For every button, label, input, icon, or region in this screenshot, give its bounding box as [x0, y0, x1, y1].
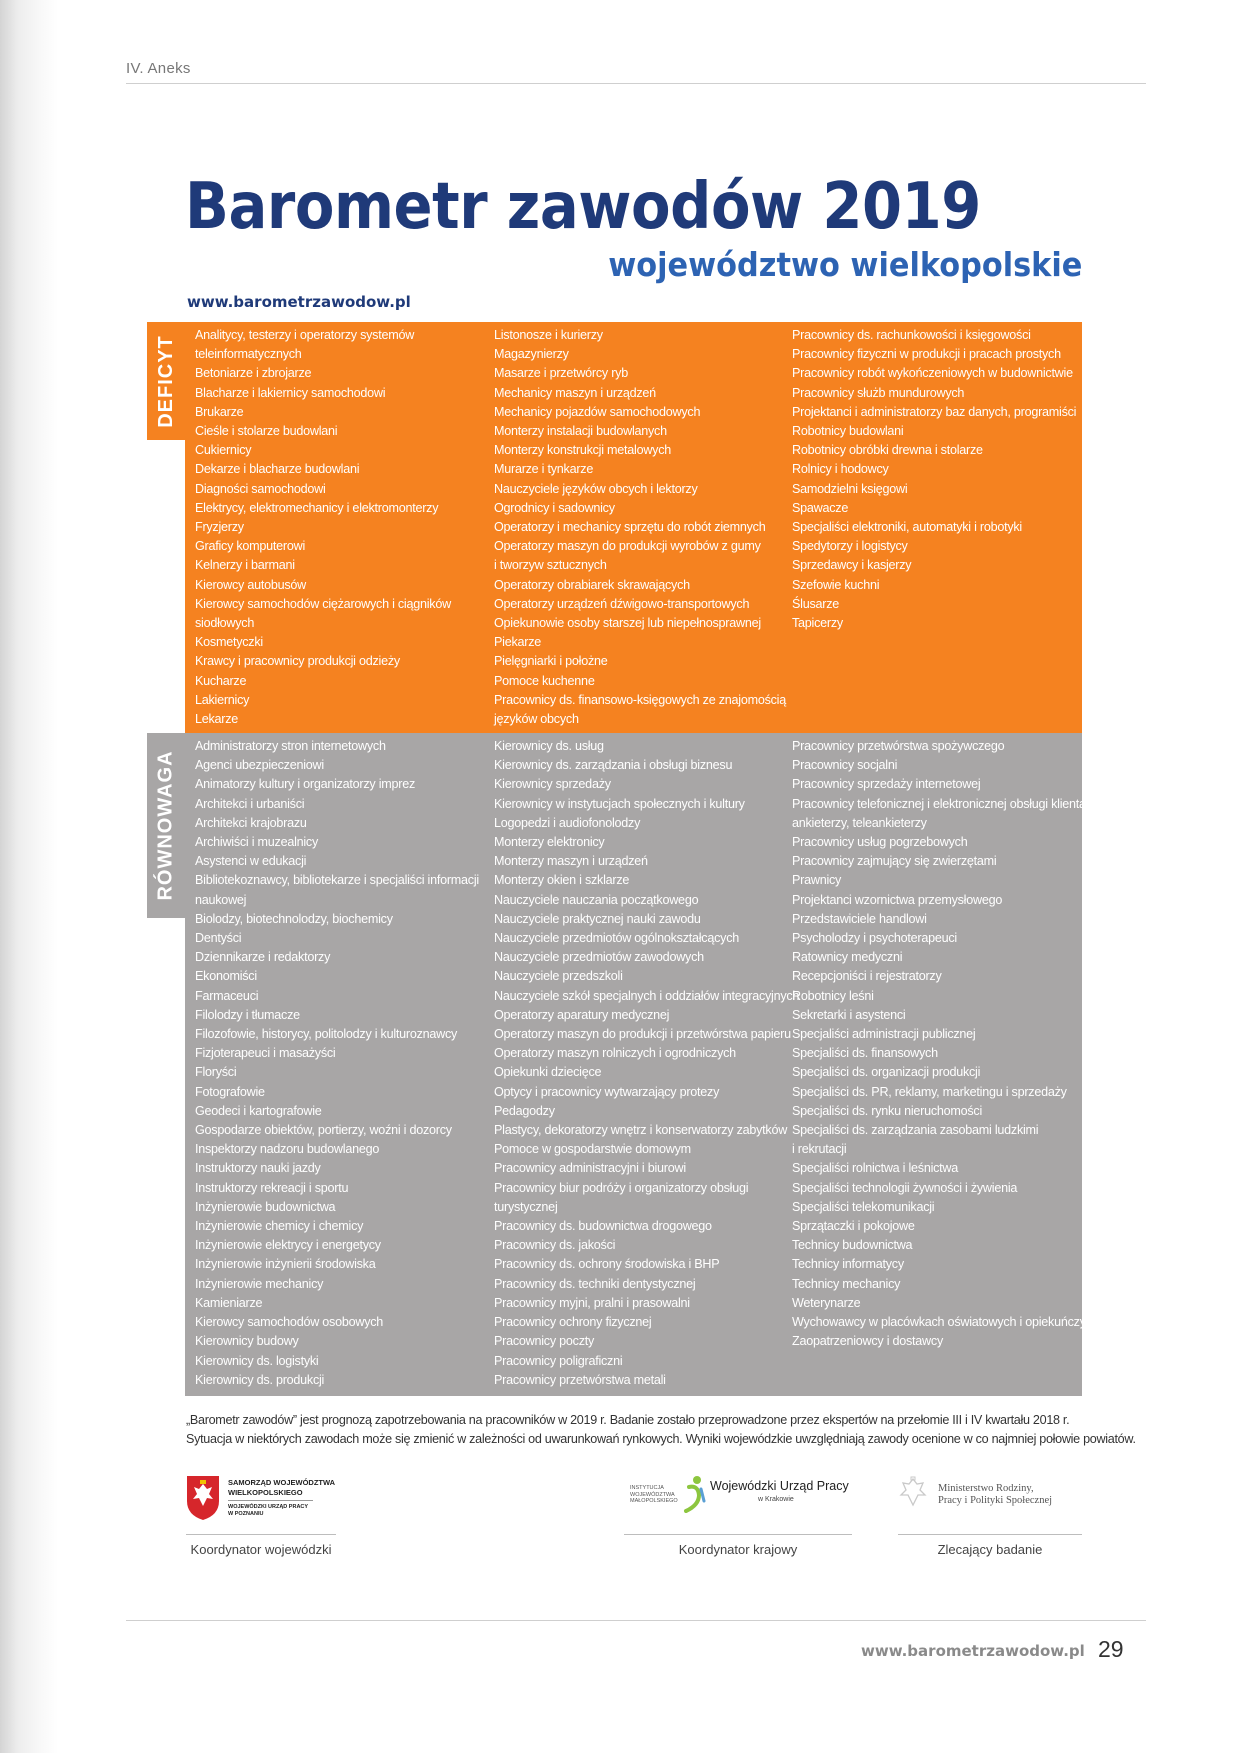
coat-of-arms-icon: [186, 1475, 220, 1521]
occupation-item: Pracownicy robót wykończeniowych w budownictwie: [792, 366, 1073, 381]
occupation-item: Przedstawiciele handlowi: [792, 911, 927, 926]
occupation-item: Pracownicy zajmujący się zwierzętami: [792, 854, 997, 869]
occupation-item: Mechanicy maszyn i urządzeń: [494, 385, 656, 400]
occupation-item: Murarze i tynkarze: [494, 462, 594, 477]
occupation-item: Kierowcy samochodów osobowych: [195, 1315, 384, 1330]
occupation-item: Operatorzy maszyn rolniczych i ogrodniczych: [494, 1046, 736, 1061]
occupation-item: Pedagodzy: [494, 1103, 555, 1118]
book-spine-shadow: [0, 0, 58, 1753]
occupation-item: Diagności samochodowi: [195, 481, 326, 496]
occupation-item: Pracownicy ds. rachunkowości i księgowości: [792, 328, 1031, 342]
occupation-item: Recepcjoniści i rejestratorzy: [792, 969, 942, 984]
occupation-item: Operatorzy maszyn do produkcji wyrobów z gumy: [494, 539, 761, 554]
occupation-item: Specjaliści administracji publicznej: [792, 1027, 976, 1042]
page-number: 29: [1098, 1636, 1124, 1662]
occupation-item: Specjaliści telekomunikacji: [792, 1199, 935, 1214]
occupation-item: Pracownicy ds. techniki dentystycznej: [494, 1276, 696, 1291]
occupation-item: Archiwiści i muzealnicy: [195, 835, 319, 850]
occupation-item: turystycznej: [494, 1199, 558, 1214]
occupation-item: Pracownicy ds. budownictwa drogowego: [494, 1219, 712, 1234]
occupation-item: Floryści: [195, 1065, 237, 1080]
occupation-item: Nauczyciele przedszkoli: [494, 969, 623, 984]
occupation-item: Nauczyciele nauczania początkowego: [494, 892, 699, 907]
occupation-item: Pracownicy administracyjni i biurowi: [494, 1161, 686, 1176]
occupation-item: Fizjoterapeuci i masażyści: [195, 1046, 336, 1061]
occupation-item: Prawnicy: [792, 873, 842, 888]
occupation-item: Bibliotekoznawcy, bibliotekarze i specjaliści informacji: [195, 873, 479, 888]
occupation-item: Pracownicy poligraficzni: [494, 1353, 623, 1368]
occupation-item: Psycholodzy i psychoterapeuci: [792, 931, 957, 946]
occupation-item: Pracownicy poczty: [494, 1334, 595, 1349]
ministerstwo-logo: [898, 1469, 1082, 1534]
rownowaga-column-2: [494, 737, 800, 1390]
occupation-item: Masarze i przetwórcy ryb: [494, 366, 628, 381]
wup-institution-line-3: MAŁOPOLSKIEGO: [630, 1498, 678, 1504]
occupation-item: Inżynierowie chemicy i chemicy: [195, 1219, 364, 1234]
occupation-item: Specjaliści ds. zarządzania zasobami ludzkimi: [792, 1123, 1039, 1138]
occupation-item: Operatorzy i mechanicy sprzętu do robót ziemnych: [494, 520, 766, 535]
rownowaga-block: [185, 733, 1099, 1396]
occupation-item: Architekci krajobrazu: [195, 815, 307, 830]
occupation-item: siodłowych: [195, 616, 255, 631]
occupation-item: Ratownicy medyczni: [792, 950, 903, 965]
occupation-item: Pracownicy ds. jakości: [494, 1238, 616, 1253]
deficyt-block: [185, 322, 1082, 733]
page-title: Barometr zawodów 2019: [185, 170, 981, 244]
occupation-item: Kelnerzy i barmani: [195, 558, 295, 573]
occupation-item: Pracownicy fizyczni w produkcji i pracach prostych: [792, 347, 1061, 362]
footer-website-link[interactable]: www.barometrzawodow.pl: [861, 1642, 1085, 1660]
occupation-item: teleinformatycznych: [195, 347, 302, 362]
occupation-item: Brukarze: [195, 404, 244, 419]
occupation-item: Kierownicy ds. zarządzania i obsługi biznesu: [494, 758, 733, 773]
deficyt-column-2: [494, 326, 792, 729]
occupation-item: Gospodarze obiektów, portierzy, woźni i dozorcy: [195, 1123, 452, 1138]
occupation-item: Spawacze: [792, 500, 849, 515]
occupation-item: Kierownicy w instytucjach społecznych i kultury: [494, 796, 745, 811]
occupation-item: Biolodzy, biotechnolodzy, biochemicy: [195, 911, 393, 926]
occupation-item: Pielęgniarki i położne: [494, 654, 608, 669]
occupation-item: Blacharze i lakiernicy samochodowi: [195, 385, 386, 400]
occupation-item: Kierownicy ds. produkcji: [195, 1372, 325, 1387]
wup-figure-icon: [682, 1475, 706, 1513]
occupation-item: Instruktorzy rekreacji i sportu: [195, 1180, 349, 1195]
occupation-item: Monterzy konstrukcji metalowych: [494, 443, 672, 458]
occupation-item: Kierowcy autobusów: [195, 577, 307, 592]
website-link[interactable]: www.barometrzawodow.pl: [187, 293, 411, 311]
deficyt-tab: [147, 322, 185, 440]
occupation-item: Geodeci i kartografowie: [195, 1103, 322, 1118]
occupation-item: Opiekunki dziecięce: [494, 1065, 602, 1080]
occupation-item: Technicy budownictwa: [792, 1238, 913, 1253]
occupation-item: Wychowawcy w placówkach oświatowych i opiekuńczych: [792, 1315, 1099, 1330]
occupation-item: ankieterzy, teleankieterzy: [792, 815, 927, 830]
occupation-item: Operatorzy maszyn do produkcji i przetwórstwa papieru: [494, 1027, 791, 1042]
occupation-item: i rekrutacji: [792, 1142, 847, 1157]
occupation-item: Pracownicy przetwórstwa metali: [494, 1372, 666, 1387]
occupation-item: Nauczyciele praktycznej nauki zawodu: [494, 911, 701, 926]
occupation-item: Piekarze: [494, 635, 541, 650]
page-subtitle: województwo wielkopolskie: [607, 245, 1082, 284]
wup-name: Wojewódzki Urząd Pracy: [710, 1479, 849, 1493]
occupation-item: języków obcych: [494, 712, 579, 727]
occupation-item: Nauczyciele przedmiotów zawodowych: [494, 950, 704, 965]
occupation-item: Robotnicy leśni: [792, 988, 874, 1003]
occupation-item: Kierownicy ds. logistyki: [195, 1353, 319, 1368]
occupation-item: Operatorzy urządzeń dźwigowo-transportowych: [494, 596, 750, 611]
rownowaga-column-1: [195, 737, 494, 1390]
rownowaga-column-3: [792, 737, 1099, 1390]
occupation-item: Magazynierzy: [494, 347, 569, 362]
wup-logo: [626, 1469, 856, 1534]
occupation-item: naukowej: [195, 892, 247, 907]
occupation-item: Dziennikarze i redaktorzy: [195, 950, 331, 965]
occupation-item: Pracownicy myjni, pralni i prasowalni: [494, 1295, 690, 1310]
occupation-item: Mechanicy pojazdów samochodowych: [494, 404, 701, 419]
occupation-item: Kosmetyczki: [195, 635, 263, 650]
occupation-item: Pomoce kuchenne: [494, 673, 595, 688]
occupation-item: Nauczyciele szkół specjalnych i oddziałów integracyjnych: [494, 988, 800, 1003]
wup-city: w Krakowie: [758, 1496, 794, 1503]
occupation-item: Lakiernicy: [195, 692, 250, 707]
occupation-item: Sprzątaczki i pokojowe: [792, 1219, 915, 1234]
occupation-item: Inżynierowie mechanicy: [195, 1276, 324, 1291]
footnote: [186, 1411, 1136, 1449]
occupation-item: Samodzielni księgowi: [792, 481, 908, 496]
occupation-item: Operatorzy obrabiarek skrawających: [494, 577, 690, 592]
deficyt-label: DEFICYT: [154, 334, 177, 428]
top-divider: [126, 83, 1146, 84]
occupation-item: Elektrycy, elektromechanicy i elektromonterzy: [195, 500, 439, 515]
occupation-item: Sprzedawcy i kasjerzy: [792, 558, 912, 573]
occupation-item: Krawcy i pracownicy produkcji odzieży: [195, 654, 400, 669]
occupation-item: Pracownicy ds. ochrony środowiska i BHP: [494, 1257, 720, 1272]
occupation-item: Asystenci w edukacji: [195, 854, 307, 869]
occupation-item: Robotnicy obróbki drewna i stolarze: [792, 443, 983, 458]
occupation-item: Fryzjerzy: [195, 520, 244, 535]
occupation-item: Ślusarze: [792, 596, 839, 611]
caption-koordynator-krajowy: Koordynator krajowy: [678, 1542, 798, 1557]
eagle-emblem-icon: [898, 1475, 928, 1513]
occupation-item: Lekarze: [195, 712, 239, 727]
occupation-item: Weterynarze: [792, 1295, 861, 1310]
occupation-item: Dekarze i blacharze budowlani: [195, 462, 360, 477]
occupation-item: Instruktorzy nauki jazdy: [195, 1161, 321, 1176]
occupation-item: Filolodzy i tłumacze: [195, 1007, 300, 1022]
bottom-divider: [126, 1620, 1146, 1621]
occupation-item: Inżynierowie elektrycy i energetycy: [195, 1238, 381, 1253]
occupation-item: Ogrodnicy i sadownicy: [494, 500, 615, 515]
rownowaga-label: RÓWNOWAGA: [154, 750, 177, 901]
occupation-item: Monterzy elektronicy: [494, 835, 605, 850]
occupation-item: Logopedzi i audiofonolodzy: [494, 815, 641, 830]
occupation-item: Specjaliści ds. finansowych: [792, 1046, 938, 1061]
occupation-item: Kierownicy sprzedaży: [494, 777, 611, 792]
occupation-item: Pracownicy biur podróży i organizatorzy obsługi: [494, 1180, 749, 1195]
occupation-item: Pracownicy socjalni: [792, 758, 898, 773]
occupation-item: Kierownicy ds. usług: [494, 739, 604, 753]
occupation-item: Cieśle i stolarze budowlani: [195, 424, 338, 439]
footnote-line-2: Sytuacja w niektórych zawodach może się zmienić w zależności od uwarunkowań rynkowych. Wyniki wojewódzkie uwzględniają zawody ocenione w co najmniej połowie powiatów.: [186, 1432, 1136, 1446]
occupation-item: i tworzyw sztucznych: [494, 558, 607, 573]
wup-institution-line-1: INSTYTUCJA: [630, 1485, 664, 1491]
occupation-item: Inżynierowie budownictwa: [195, 1199, 336, 1214]
occupation-item: Inspektorzy nadzoru budowlanego: [195, 1142, 380, 1157]
occupation-item: Cukiernicy: [195, 443, 252, 458]
occupation-item: Administratorzy stron internetowych: [195, 739, 386, 753]
occupation-item: Monterzy instalacji budowlanych: [494, 424, 667, 439]
occupation-item: Betoniarze i zbrojarze: [195, 366, 312, 381]
occupation-item: Specjaliści elektroniki, automatyki i robotyki: [792, 520, 1022, 535]
samorzad-sub-line-2: W POZNANIU: [228, 1511, 264, 1517]
occupation-item: Inżynierowie inżynierii środowiska: [195, 1257, 376, 1272]
occupation-item: Pomoce w gospodarstwie domowym: [494, 1142, 691, 1157]
occupation-item: Pracownicy ochrony fizycznej: [494, 1315, 652, 1330]
occupation-item: Zaopatrzeniowcy i dostawcy: [792, 1334, 943, 1349]
wup-institution-line-2: WOJEWÓDZTWA: [630, 1491, 675, 1498]
occupation-item: Specjaliści rolnictwa i leśnictwa: [792, 1161, 959, 1176]
occupation-item: Ekonomiści: [195, 969, 257, 984]
occupation-item: Pracownicy ds. finansowo-księgowych ze znajomością: [494, 692, 786, 707]
occupation-item: Dentyści: [195, 931, 242, 946]
occupation-item: Specjaliści ds. PR, reklamy, marketingu i sprzedaży: [792, 1084, 1067, 1099]
occupation-item: Agenci ubezpieczeniowi: [195, 758, 324, 773]
occupation-item: Animatorzy kultury i organizatorzy imprez: [195, 777, 416, 792]
caption-koordynator-wojewodzki: Koordynator wojewódzki: [190, 1542, 332, 1557]
occupation-item: Projektanci wzornictwa przemysłowego: [792, 892, 1003, 907]
caption-zlecajacy-badanie: Zlecający badanie: [937, 1542, 1043, 1557]
occupation-item: Specjaliści ds. organizacji produkcji: [792, 1065, 981, 1080]
ministerstwo-name-line-2: Pracy i Polityki Społecznej: [938, 1495, 1053, 1506]
occupation-item: Nauczyciele przedmiotów ogólnokształcących: [494, 931, 739, 946]
samorzad-name-line-1: SAMORZĄD WOJEWÓDZTWA: [228, 1478, 336, 1487]
occupation-item: Pracownicy przetwórstwa spożywczego: [792, 739, 1005, 753]
footnote-line-1: „Barometr zawodów” jest prognozą zapotrzebowania na pracowników w 2019 r. Badanie zostało przeprowadzone przez ekspertów na przełomie III i IV kwartału 2018 r.: [186, 1413, 1070, 1427]
occupation-item: Kierowcy samochodów ciężarowych i ciągników: [195, 596, 451, 611]
occupation-item: Opiekunowie osoby starszej lub niepełnosprawnej: [494, 616, 761, 631]
occupation-item: Robotnicy budowlani: [792, 424, 904, 439]
occupation-item: Listonosze i kurierzy: [494, 328, 603, 342]
occupation-item: Pracownicy służb mundurowych: [792, 385, 965, 400]
occupation-item: Specjaliści ds. rynku nieruchomości: [792, 1103, 983, 1118]
occupation-item: Technicy informatycy: [792, 1257, 904, 1272]
occupation-item: Plastycy, dekoratorzy wnętrz i konserwatorzy zabytków: [494, 1123, 788, 1138]
logo-divider-3: [898, 1534, 1082, 1535]
logo-divider-2: [624, 1534, 852, 1535]
occupation-item: Kamieniarze: [195, 1295, 263, 1310]
occupation-item: Pracownicy sprzedaży internetowej: [792, 777, 981, 792]
occupation-item: Nauczyciele języków obcych i lektorzy: [494, 481, 698, 496]
ministerstwo-name-line-1: Ministerstwo Rodziny,: [938, 1483, 1034, 1494]
occupation-item: Monterzy maszyn i urządzeń: [494, 854, 648, 869]
occupation-item: Projektanci i administratorzy baz danych, programiści: [792, 404, 1077, 419]
occupation-item: Tapicerzy: [792, 616, 843, 631]
occupation-item: Spedytorzy i logistycy: [792, 539, 908, 554]
occupation-item: Monterzy okien i szklarze: [494, 873, 630, 888]
deficyt-column-3: [792, 326, 1082, 729]
logo-divider-1: [186, 1534, 336, 1535]
occupation-item: Sekretarki i asystenci: [792, 1007, 906, 1022]
occupation-item: Architekci i urbaniści: [195, 796, 305, 811]
deficyt-column-1: [195, 326, 494, 729]
section-label: IV. Aneks: [126, 60, 191, 77]
occupation-item: Analitycy, testerzy i operatorzy systemów: [195, 328, 415, 342]
samorzad-sub-line-1: WOJEWÓDZKI URZĄD PRACY: [228, 1504, 309, 1510]
occupation-item: Fotografowie: [195, 1084, 265, 1099]
rownowaga-tab: [147, 733, 185, 918]
occupation-item: Optycy i pracownicy wytwarzający protezy: [494, 1084, 720, 1099]
occupation-item: Graficy komputerowi: [195, 539, 306, 554]
occupation-item: Pracownicy telefonicznej i elektronicznej obsługi klienta,: [792, 796, 1090, 811]
samorzad-name-line-2: WIELKOPOLSKIEGO: [228, 1488, 303, 1497]
occupation-item: Operatorzy aparatury medycznej: [494, 1007, 670, 1022]
occupation-item: Technicy mechanicy: [792, 1276, 901, 1291]
occupation-item: Kucharze: [195, 673, 247, 688]
occupation-item: Szefowie kuchni: [792, 577, 880, 592]
samorzad-logo: [186, 1469, 336, 1534]
occupation-item: Kierownicy budowy: [195, 1334, 299, 1349]
occupation-item: Farmaceuci: [195, 988, 259, 1003]
occupation-item: Filozofowie, historycy, politolodzy i kulturoznawcy: [195, 1027, 458, 1042]
occupation-item: Specjaliści technologii żywności i żywienia: [792, 1180, 1018, 1195]
occupation-item: Pracownicy usług pogrzebowych: [792, 835, 968, 850]
occupation-item: Rolnicy i hodowcy: [792, 462, 889, 477]
